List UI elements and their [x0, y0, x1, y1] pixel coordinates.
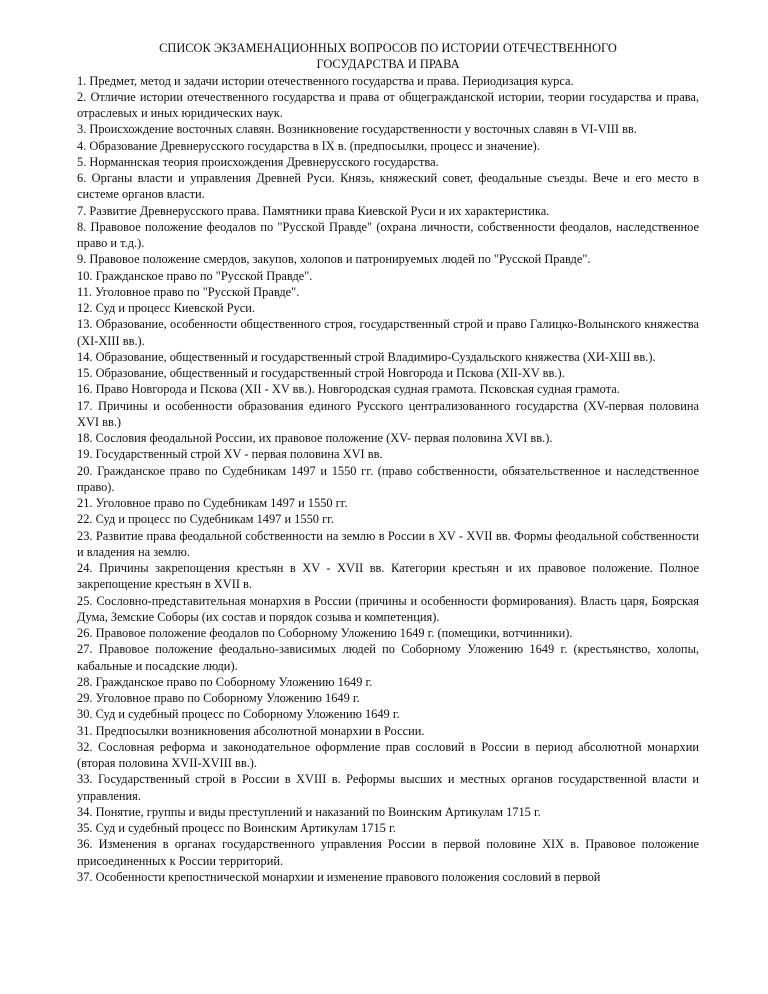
question-item: 12. Суд и процесс Киевской Руси.	[77, 301, 255, 315]
question-item: 23. Развитие права феодальной собственности на землю в России в XV - XVII вв. Формы феодальной собственности и владения на землю.	[77, 528, 699, 559]
questions-list	[77, 73, 699, 886]
question-item: 30. Суд и судебный процесс по Соборному Уложению 1649 г.	[77, 707, 400, 722]
question-item: 13. Образование, особенности общественного строя, государственный строй и право Галицко-Волынского княжества (XI-XIII вв.).	[77, 317, 699, 348]
question-item: 14. Образование, общественный и государственный строй Владимиро-Суздальского княжества (ХИ-ХШ вв.).	[77, 349, 656, 364]
question-item: 1. Предмет, метод и задачи истории отечественного государства и права. Периодизация курса.	[77, 73, 574, 88]
question-item: 21. Уголовное право по Судебникам 1497 и 1550 гг.	[77, 496, 348, 510]
question-item: 28. Гражданское право по Соборному Уложению 1649 г.	[77, 674, 373, 689]
question-item: 15. Образование, общественный и государственный строй Новгорода и Пскова (XII-XV вв.).	[77, 366, 565, 380]
question-item: 5. Норманнская теория происхождения Древнерусского государства.	[77, 154, 439, 169]
question-item: 33. Государственный строй в России в XVIII в. Реформы высших и местных органов государственной власти и управления.	[77, 772, 699, 803]
title-line-1: СПИСОК ЭКЗАМЕНАЦИОННЫХ ВОПРОСОВ ПО ИСТОРИИ ОТЕЧЕСТВЕННОГО	[159, 41, 617, 55]
question-item: 3. Происхождение восточных славян. Возникновение государственности у восточных славян в VI-VIII вв.	[77, 122, 637, 137]
question-item: 6. Органы власти и управления Древней Руси. Князь, княжеский совет, феодальные съезды. Вече и его место в системе органов власти.	[77, 171, 699, 202]
question-item: 7. Развитие Древнерусского права. Памятники права Киевской Руси и их характеристика.	[77, 203, 550, 218]
question-item: 35. Суд и судебный процесс по Воинским Артикулам 1715 г.	[77, 821, 396, 835]
question-item: 20. Гражданское право по Судебникам 1497 и 1550 гг. (право собственности, обязательственное и наследственное право).	[77, 463, 699, 494]
question-item: 16. Право Новгорода и Пскова (XII - XV вв.). Новгородская судная грамота. Псковская судная грамота.	[77, 382, 620, 397]
question-item: 10. Гражданское право по "Русской Правде".	[77, 268, 313, 283]
question-item: 11. Уголовное право по "Русской Правде".	[77, 284, 300, 299]
question-item: 27. Правовое положение феодально-зависимых людей по Соборному Уложению 1649 г. (крестьянство, холопы, кабальные и посадские люди).	[77, 642, 699, 673]
document-page	[77, 40, 699, 885]
title-line-2: ГОСУДАРСТВА И ПРАВА	[316, 57, 460, 72]
question-item: 17. Причины и особенности образования единого Русского централизованного государства (XV-первая половина XVI вв.)	[77, 398, 699, 429]
question-item: 29. Уголовное право по Соборному Уложению 1649 г.	[77, 691, 360, 705]
question-item: 31. Предпосылки возникновения абсолютной монархии в России.	[77, 723, 425, 738]
question-item: 36. Изменения в органах государственного управления России в первой половине XIX в. Правовое положение присоединенных к России территорий.	[77, 837, 699, 868]
question-item: 37. Особенности крепостнической монархии и изменение правового положения сословий в первой	[77, 869, 601, 884]
question-item: 4. Образование Древнерусского государства в IX в. (предпосылки, процесс и значение).	[77, 138, 540, 153]
question-item: 9. Правовое положение смердов, закупов, холопов и патронируемых людей по "Русской Правде".	[77, 252, 591, 267]
question-item: 32. Сословная реформа и законодательное оформление прав сословий в России в период абсолютной монархии (вторая половина XVII-XVIII вв.).	[77, 739, 699, 770]
question-item: 25. Сословно-представительная монархия в России (причины и особенности формирования). Власть царя, Боярская Дума, Земские Соборы (их состав и порядок созыва и компетенция).	[77, 593, 699, 624]
question-item: 8. Правовое положение феодалов по "Русской Правде" (охрана личности, собственности феодалов, наследственное право и т.д.).	[77, 219, 699, 250]
question-item: 34. Понятие, группы и виды преступлений и наказаний по Воинским Артикулам 1715 г.	[77, 804, 541, 819]
question-item: 2. Отличие истории отечественного государства и права от общегражданской истории, теории государства и права, отраслевых и иных юридических наук.	[77, 89, 699, 120]
question-item: 26. Правовое положение феодалов по Соборному Уложению 1649 г. (помещики, вотчинники).	[77, 626, 573, 640]
question-item: 22. Суд и процесс по Судебникам 1497 и 1550 гг.	[77, 512, 334, 527]
question-item: 18. Сословия феодальной России, их правовое положение (XV- первая половина XVI вв.).	[77, 431, 553, 445]
document-title	[77, 40, 699, 73]
question-item: 19. Государственный строй XV - первая половина XVI вв.	[77, 447, 383, 462]
question-item: 24. Причины закрепощения крестьян в XV - XVII вв. Категории крестьян и их правовое положение. Полное закрепощение крестьян в XVII в.	[77, 561, 699, 592]
